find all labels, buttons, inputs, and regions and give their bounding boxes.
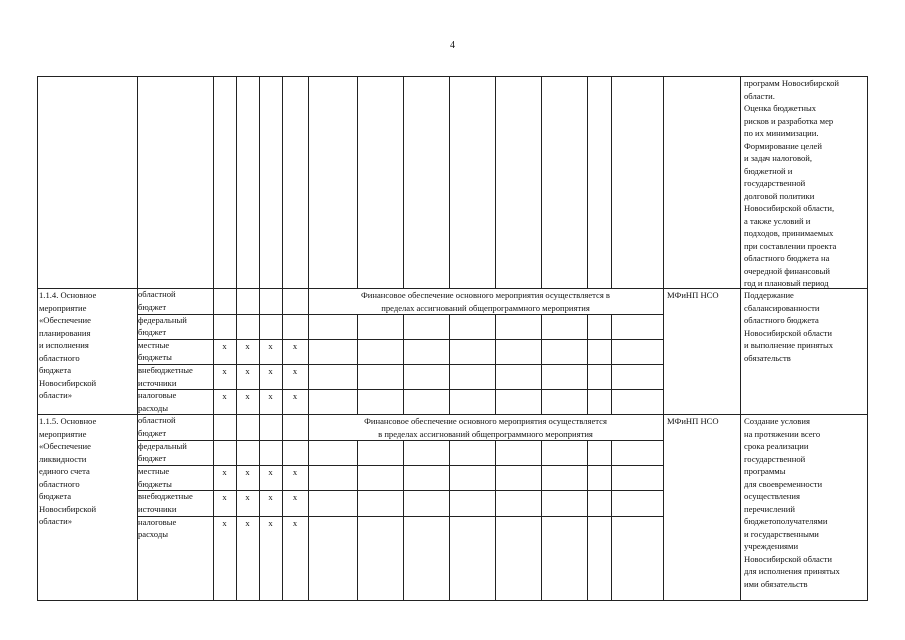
- not-applicable-mark: x: [222, 391, 227, 401]
- column-line: [137, 76, 138, 288]
- not-applicable-mark: x: [222, 340, 227, 351]
- funding-source-label: областной бюджет: [138, 415, 176, 438]
- not-applicable-mark: x: [245, 492, 250, 502]
- expected-result: Поддержание сбалансированности областного бюджета Новосибирской области и выполнение принятых обязательств: [744, 290, 834, 363]
- column-line: [357, 76, 358, 288]
- column-line: [663, 76, 664, 288]
- column-line: [308, 76, 309, 288]
- funding-source-label: областной бюджет: [138, 289, 176, 312]
- column-line: [282, 314, 283, 339]
- not-applicable-mark: x: [222, 366, 227, 376]
- column-line: [403, 389, 404, 414]
- column-line: [541, 465, 542, 490]
- column-line: [611, 364, 612, 389]
- column-line: [449, 490, 450, 516]
- column-line: [495, 490, 496, 516]
- column-line: [541, 364, 542, 389]
- funding-source-label: местные бюджеты: [138, 466, 172, 489]
- column-line: [403, 314, 404, 339]
- not-applicable-mark: x: [268, 340, 273, 351]
- funding-source-label: налоговые расходы: [138, 516, 177, 539]
- table-bottom-border: [37, 600, 868, 601]
- column-line: [213, 76, 214, 288]
- not-applicable-mark: x: [292, 340, 298, 351]
- column-line: [308, 339, 309, 365]
- column-line: [308, 440, 309, 466]
- page-number: 4: [450, 40, 455, 51]
- column-line: [403, 364, 404, 389]
- column-line: [587, 440, 588, 466]
- column-line: [449, 465, 450, 490]
- column-line: [403, 516, 404, 601]
- column-line: [308, 389, 309, 414]
- column-line: [611, 339, 612, 365]
- expected-result: Создание условия на протяжении всего срока реализации государственной программы для своевременности осуществления перечислений бюджетополучателями и государственными учреждениями Новосибирской области для исполнения принятых ими обязательств: [744, 416, 840, 589]
- column-line: [495, 389, 496, 414]
- column-line: [740, 414, 741, 600]
- not-applicable-mark: x: [268, 492, 273, 502]
- not-applicable-mark: x: [292, 391, 298, 401]
- column-line: [449, 314, 450, 339]
- column-line: [308, 516, 309, 601]
- column-line: [236, 414, 237, 440]
- column-line: [541, 440, 542, 466]
- financing-note: Финансовое обеспечение основного мероприятия осуществляется в пределах ассигнований общепрограммного мероприятия: [360, 290, 610, 313]
- column-line: [611, 490, 612, 516]
- column-line: [449, 339, 450, 365]
- column-line: [236, 76, 237, 288]
- funding-source-label: внебюджетные источники: [138, 365, 193, 388]
- column-line: [357, 339, 358, 365]
- column-line: [357, 440, 358, 466]
- not-applicable-mark: x: [245, 467, 250, 477]
- column-line: [357, 490, 358, 516]
- column-line: [259, 76, 260, 288]
- column-line: [495, 440, 496, 466]
- executor: МФиНП НСО: [667, 290, 719, 300]
- not-applicable-mark: x: [222, 467, 227, 477]
- column-line: [495, 314, 496, 339]
- column-line: [357, 465, 358, 490]
- column-line: [495, 339, 496, 365]
- column-line: [449, 389, 450, 414]
- column-line: [587, 314, 588, 339]
- column-line: [282, 465, 283, 490]
- column-line: [541, 76, 542, 288]
- column-line: [495, 516, 496, 601]
- column-line: [282, 414, 283, 440]
- column-line: [308, 288, 309, 314]
- column-line: [37, 288, 38, 414]
- column-line: [259, 414, 260, 440]
- activity-name: 1.1.4. Основное мероприятие «Обеспечение планирования и исполнения областного бюджета Новосибирской области»: [39, 290, 97, 400]
- column-line: [587, 389, 588, 414]
- column-line: [259, 288, 260, 314]
- column-line: [282, 490, 283, 516]
- column-line: [357, 364, 358, 389]
- funding-source-label: внебюджетные источники: [138, 491, 193, 514]
- column-line: [259, 314, 260, 339]
- column-line: [541, 490, 542, 516]
- column-line: [282, 389, 283, 414]
- funding-source-label: налоговые расходы: [138, 390, 177, 413]
- column-line: [357, 389, 358, 414]
- goal-text-continued: программ Новосибирской области. Оценка бюджетных рисков и разработка мер по их минимизации. Формирование целей и задач налоговой, бюджетной и государственной долговой политики Новосибирской области, а также условий и подходов, принимаемых при составлении проекта областного бюджета на очередной финансовый год и плановый период: [744, 78, 839, 288]
- column-line: [740, 288, 741, 414]
- not-applicable-mark: x: [268, 467, 273, 477]
- column-line: [587, 76, 588, 288]
- column-line: [611, 465, 612, 490]
- table-top-border: [37, 76, 867, 77]
- column-line: [740, 76, 741, 288]
- column-line: [282, 440, 283, 466]
- program-table: [37, 76, 867, 600]
- column-line: [236, 288, 237, 314]
- not-applicable-mark: x: [245, 366, 250, 376]
- column-line: [308, 414, 309, 440]
- funding-source-label: местные бюджеты: [138, 339, 172, 362]
- column-line: [308, 465, 309, 490]
- column-line: [282, 339, 283, 365]
- column-line: [587, 339, 588, 365]
- column-line: [357, 516, 358, 601]
- column-line: [449, 440, 450, 466]
- column-line: [611, 76, 612, 288]
- activity-name: 1.1.5. Основное мероприятие «Обеспечение ликвидности единого счета областного бюджета Новосибирской области»: [39, 416, 97, 526]
- column-line: [282, 516, 283, 601]
- executor: МФиНП НСО: [667, 416, 719, 426]
- not-applicable-mark: x: [292, 517, 298, 528]
- column-line: [587, 490, 588, 516]
- column-line: [37, 414, 38, 600]
- not-applicable-mark: x: [245, 391, 250, 401]
- not-applicable-mark: x: [268, 517, 273, 528]
- column-line: [663, 288, 664, 414]
- column-line: [308, 490, 309, 516]
- not-applicable-mark: x: [292, 467, 298, 477]
- column-line: [236, 440, 237, 466]
- not-applicable-mark: x: [292, 366, 298, 376]
- column-line: [37, 76, 38, 288]
- column-line: [259, 440, 260, 466]
- funding-source-label: федеральный бюджет: [138, 314, 187, 337]
- column-line: [495, 364, 496, 389]
- column-line: [611, 516, 612, 601]
- column-line: [403, 440, 404, 466]
- column-line: [403, 490, 404, 516]
- column-line: [541, 314, 542, 339]
- not-applicable-mark: x: [245, 340, 250, 351]
- funding-source-label: федеральный бюджет: [138, 440, 187, 463]
- column-line: [611, 314, 612, 339]
- column-line: [611, 389, 612, 414]
- not-applicable-mark: x: [222, 492, 227, 502]
- column-line: [282, 364, 283, 389]
- column-line: [282, 76, 283, 288]
- not-applicable-mark: x: [268, 391, 273, 401]
- column-line: [403, 76, 404, 288]
- column-line: [495, 465, 496, 490]
- financing-note: Финансовое обеспечение основного мероприятия осуществляется в пределах ассигнований общепрограммного мероприятия: [364, 416, 607, 439]
- column-line: [663, 414, 664, 600]
- column-line: [236, 314, 237, 339]
- not-applicable-mark: x: [268, 366, 273, 376]
- column-line: [587, 516, 588, 601]
- not-applicable-mark: x: [292, 492, 298, 502]
- column-line: [308, 364, 309, 389]
- column-line: [541, 339, 542, 365]
- column-line: [587, 465, 588, 490]
- column-line: [449, 76, 450, 288]
- column-line: [541, 516, 542, 601]
- column-line: [541, 389, 542, 414]
- column-line: [282, 288, 283, 314]
- column-line: [449, 516, 450, 601]
- column-line: [357, 314, 358, 339]
- column-line: [403, 339, 404, 365]
- column-line: [495, 76, 496, 288]
- column-line: [308, 314, 309, 339]
- not-applicable-mark: x: [222, 517, 227, 528]
- column-line: [449, 364, 450, 389]
- column-line: [403, 465, 404, 490]
- not-applicable-mark: x: [245, 517, 250, 528]
- column-line: [611, 440, 612, 466]
- column-line: [587, 364, 588, 389]
